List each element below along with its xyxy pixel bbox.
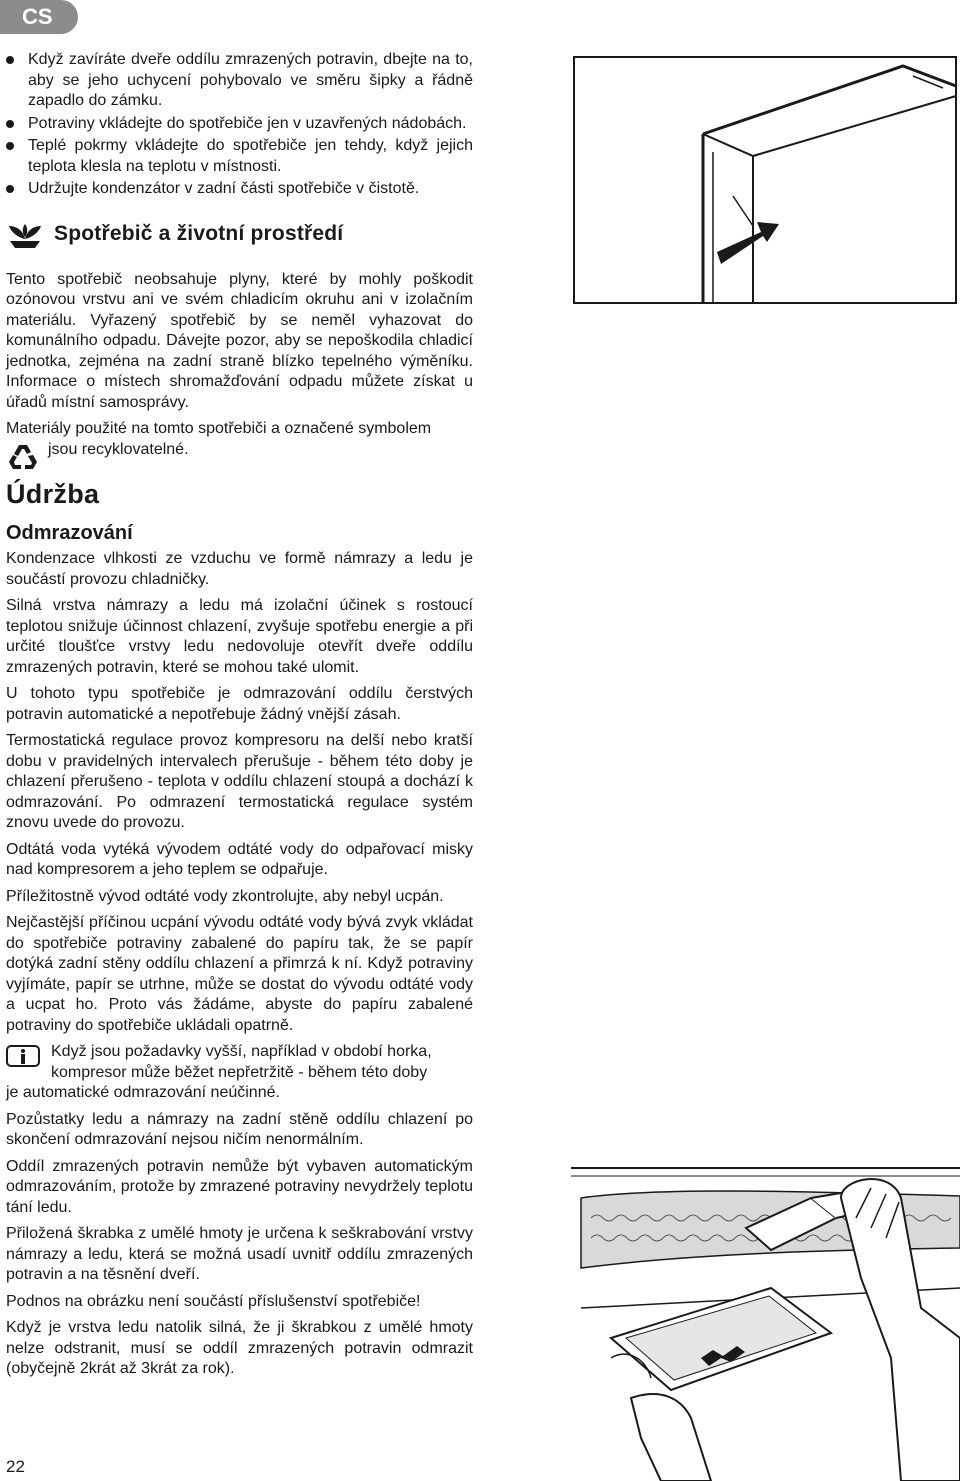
- language-badge: CS: [0, 0, 78, 34]
- bullet-item: Udržujte kondenzátor v zadní části spotřebiče v čistotě.: [6, 179, 473, 200]
- info-line-2: kompresor může běžet nepřetržitě - během této doby: [51, 1063, 428, 1081]
- maintenance-paragraph: Odtátá voda vytéká vývodem odtáté vody do odpařovací misky nad kompresorem a jeho teplem se odpařuje.: [6, 840, 473, 878]
- maintenance-paragraph: Nejčastější příčinou ucpání vývodu odtáté vody bývá zvyk vkládat do spotřebiče potraviny zabalené do papíru tak, že se papír dotýká zadní stěny oddílu chlazení a přimrzá k ní. Když potraviny vyjímáte, papír se utrhne, může se dostat do vývodu odtáté vody a ucpat ho. Proto vás žádáme, abyste do papíru zabalené potraviny do spotřebiče ukládali opatrně.: [6, 914, 473, 1034]
- maintenance-paragraph: Termostatická regulace provoz kompresoru na delší nebo kratší dobu v pravidelných intervalech přerušuje - během této doby je chlazení přerušeno - teplota v oddílu chlazení stoupá a dochází k odmrazování. Po odmrazení termostatická regulace systém znovu uvede do provozu.: [6, 732, 473, 831]
- info-icon: [6, 1045, 40, 1067]
- maintenance-paragraph: Podnos na obrázku není součástí příslušenství spotřebiče!: [6, 1292, 421, 1310]
- freezer-door-figure: [573, 56, 957, 304]
- maintenance-paragraph: U tohoto typu spotřebiče je odmrazování oddílu čerstvých potravin automatické a nepotřebuje žádný vnější zásah.: [6, 685, 473, 723]
- info-note: [6, 1042, 473, 1104]
- info-line-1: Když jsou požadavky vyšší, například v období horka,: [51, 1043, 432, 1060]
- bullet-item: Teplé pokrmy vkládejte do spotřebiče jen tehdy, když jejich teplota klesla na teplotu v místnosti.: [6, 136, 473, 177]
- maintenance-paragraph: Přiložená škrabka z umělé hmoty je určena k seškrabování vrstvy námrazy a ledu, která se možná usadí uvnitř oddílu zmrazených potravin a na těsnění dveří.: [6, 1225, 473, 1283]
- eco-icon: [6, 220, 44, 250]
- env-paragraph: Tento spotřebič neobsahuje plyny, které by mohly poškodit ozónovou vrstvu ani ve svém chladicím okruhu ani v izolačním materiálu. Vyřazený spotřebič by se neměl vyhazovat do komunálního odpadu. Dávejte pozor, aby se nepoškodila chladicí jednotka, zejména na zadní straně blízko tepelného výměníku. Informace o místech shromažďování odpadu můžete získat u úřadů místní samosprávy.: [6, 270, 473, 411]
- maintenance-paragraph: Když je vrstva ledu natolik silná, že ji škrabkou z umělé hmoty nelze odstranit, musí se oddíl zmrazených potravin odmrazit (obyčejně 2krát až 3krát za rok).: [6, 1319, 473, 1377]
- maintenance-paragraph: Kondenzace vlhkosti ze vzduchu ve formě námrazy a ledu je součástí provozu chladničky.: [6, 550, 473, 588]
- bullet-list: [6, 50, 473, 200]
- recycle-icon: [6, 441, 40, 473]
- recycle-line-2: jsou recyklovatelné.: [48, 440, 189, 458]
- maintenance-title: Údržba: [6, 479, 100, 509]
- maintenance-paragraph: Příležitostně vývod odtáté vody zkontrolujte, aby nebyl ucpán.: [6, 887, 444, 905]
- maintenance-paragraph: Pozůstatky ledu a námrazy na zadní stěně oddílu chlazení po skončení odmrazování nejsou ničím nenormálním.: [6, 1110, 473, 1148]
- recycle-line-1: Materiály použité na tomto spotřebiči a označené symbolem: [6, 420, 432, 437]
- maintenance-paragraph: Oddíl zmrazených potravin nemůže být vybaven automatickým odmrazováním, protože by zmrazené potraviny nevydržely teplotu tání ledu.: [6, 1157, 473, 1216]
- defrost-title: Odmrazování: [6, 521, 133, 544]
- env-heading: [6, 220, 473, 250]
- bullet-item: Potraviny vkládejte do spotřebiče jen v uzavřených nádobách.: [6, 114, 473, 135]
- defrost-scraping-figure: [571, 1158, 960, 1481]
- text-column: [6, 50, 473, 1386]
- maintenance-paragraph: Silná vrstva námrazy a ledu má izolační účinek s rostoucí teplotou snižuje účinnost chlazení, zvyšuje spotřebu energie a při určité tloušťce vrstvy ledu nedovoluje otevřít dveře oddílu zmrazených potravin, které se mohou také ulomit.: [6, 597, 473, 676]
- env-title: Spotřebič a životní prostředí: [54, 222, 344, 246]
- bullet-item: Když zavíráte dveře oddílu zmrazených potravin, dbejte na to, aby se jeho uchycení pohybovalo ve směru šipky a řádně zapadlo do zámku.: [6, 50, 473, 112]
- page-number: 22: [6, 1457, 25, 1476]
- recycle-paragraph: [6, 419, 473, 460]
- info-line-3: je automatické odmrazování neúčinné.: [6, 1084, 280, 1101]
